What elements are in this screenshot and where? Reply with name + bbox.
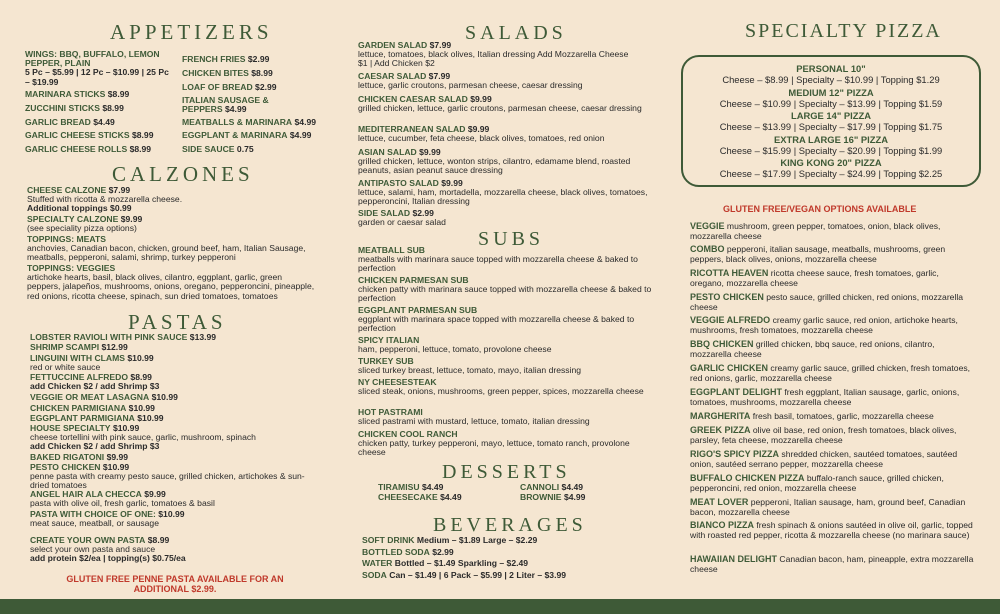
menu-item: ZUCCHINI STICKS $8.99 — [25, 103, 124, 113]
appetizers-title: APPETIZERS — [110, 20, 273, 44]
column-right — [680, 0, 990, 600]
pizza-item: MEAT LOVER pepperoni, Italian sausage, ham, ground beef, Canadian bacon, mozzarella cheese — [690, 497, 966, 517]
menu-item: BAKED RIGATONI $9.99 — [30, 452, 129, 462]
column-left — [0, 0, 340, 600]
menu-item: MEATBALL SUB meatballs with marinara sauce topped with mozzarella cheese & baked to perfection — [358, 245, 638, 274]
gluten-free-vegan-note: GLUTEN FREE/VEGAN OPTIONS AVAILABLE — [723, 204, 917, 214]
menu-item: EGGPLANT PARMESAN SUB eggplant with marinara space topped with mozzarella cheese & baked to perfection — [358, 305, 635, 334]
menu-item: LOBSTER RAVIOLI WITH PINK SAUCE $13.99 — [30, 332, 217, 342]
pizza-item: PESTO CHICKEN pesto sauce, grilled chicken, red onions, mozzarella cheese — [690, 292, 964, 312]
menu-item: ANGEL HAIR ALA CHECCA $9.99 pasta with olive oil, fresh garlic, tomatoes & basil — [30, 489, 215, 509]
menu-item: SHRIMP SCAMPI $12.99 — [30, 342, 128, 352]
gluten-free-pasta-note: GLUTEN FREE PENNE PASTA AVAILABLE FOR AN ADDITIONAL $2.99. — [66, 574, 284, 594]
menu-item: CHEESECAKE $4.49 — [378, 492, 462, 502]
pizza-item: GREEK PIZZA olive oil base, red onion, fresh tomatoes, black olives, parsley, feta cheese, mozzarella cheese — [690, 425, 957, 445]
pizza-item: BBQ CHICKEN grilled chicken, bbq sauce, red onions, cilantro, mozzarella cheese — [690, 339, 935, 359]
menu-item: SIDE SALAD $2.99 garden or caesar salad — [358, 208, 446, 228]
menu-item: CANNOLI $4.49 — [520, 482, 584, 492]
pizza-item: RICOTTA HEAVEN ricotta cheese sauce, fresh tomatoes, garlic, oregano, mozzarella cheese — [690, 268, 939, 288]
menu-item: BROWNIE $4.99 — [520, 492, 586, 502]
size-row: MEDIUM 12" PIZZA Cheese – $10.99 | Specialty – $13.99 | Topping $1.59 — [719, 87, 943, 109]
menu-item: SIDE SAUCE 0.75 — [182, 144, 254, 154]
menu-item: CHICKEN PARMESAN SUB chicken patty with marinara sauce topped with mozzarella cheese & baked to perfection — [358, 275, 652, 304]
menu-item: PASTA WITH CHOICE OF ONE: $10.99 meat sauce, meatball, or sausage — [30, 509, 185, 529]
menu-item: LINGUINI WITH CLAMS $10.99 red or white sauce — [30, 353, 154, 373]
size-row: EXTRA LARGE 16" PIZZA Cheese – $15.99 | Specialty – $20.99 | Topping $1.99 — [719, 134, 943, 156]
menu-item: NY CHEESESTEAK sliced steak, onions, mushrooms, green pepper, spices, mozzarella cheese — [358, 377, 644, 397]
menu-item: GARLIC CHEESE ROLLS $8.99 — [25, 144, 152, 154]
beverages-title: BEVERAGES — [433, 514, 587, 536]
pizza-item: VEGGIE mushroom, green pepper, tomatoes, onion, black olives, mozzarella cheese — [690, 221, 941, 241]
menu-item: FETTUCCINE ALFREDO $8.99 add Chicken $2 / add Shrimp $3 — [30, 372, 160, 392]
menu-item: TOPPINGS: MEATS anchovies, Canadian bacon, chicken, ground beef, ham, Italian Sausage, meatballs, pepperoni, salami, shrimp, turkey pepperoni — [27, 234, 306, 263]
pizza-item: EGGPLANT DELIGHT fresh eggplant, Italian sausage, garlic, onions, tomatoes, mushrooms, mozzarella cheese — [690, 387, 960, 407]
menu-item: EGGPLANT PARMIGIANA $10.99 — [30, 413, 164, 423]
menu-item: MEDITERRANEAN SALAD $9.99 lettuce, cucumber, feta cheese, black olives, tomatoes, red onion — [358, 124, 605, 144]
menu-item: WATER Bottled – $1.49 Sparkling – $2.49 — [362, 558, 529, 568]
desserts-title: DESSERTS — [442, 461, 571, 483]
menu-item: WINGS: BBQ, BUFFALO, LEMON PEPPER, PLAIN 5 Pc – $5.99 | 12 Pc – $10.99 | 25 Pc – $19.99 — [25, 49, 169, 87]
menu-item: ANTIPASTO SALAD $9.99 lettuce, salami, ham, mortadella, mozzarella cheese, black olives, tomatoes, pepperoncini, Italian dressing — [358, 178, 648, 207]
column-middle — [350, 0, 670, 600]
menu-item: SPICY ITALIAN ham, pepperoni, lettuce, tomato, provolone cheese — [358, 335, 552, 355]
pizza-item: BUFFALO CHICKEN PIZZA buffalo-ranch sauce, grilled chicken, pepperoncini, red onion, mozzarella cheese — [690, 473, 944, 493]
menu-item: CHICKEN COOL RANCH chicken patty, turkey pepperoni, mayo, lettuce, tomato ranch, provolone cheese — [358, 429, 630, 458]
pizza-sizes-box — [681, 55, 981, 187]
menu-item: PESTO CHICKEN $10.99 penne pasta with creamy pesto sauce, grilled chicken, artichokes & sun-dried tomatoes — [30, 462, 305, 491]
menu-item: VEGGIE OR MEAT LASAGNA $10.99 — [30, 392, 178, 402]
menu-item: CHICKEN CAESAR SALAD $9.99 grilled chicken, lettuce, garlic croutons, parmesan cheese, caesar dressing — [358, 94, 642, 114]
menu-item: CHICKEN BITES $8.99 — [182, 68, 273, 78]
pizza-item: GARLIC CHICKEN creamy garlic sauce, grilled chicken, fresh tomatoes, red onions, garlic, mozzarella cheese — [690, 363, 971, 383]
menu-item: TOPPINGS: VEGGIES artichoke hearts, basil, black olives, cilantro, eggplant, garlic, green peppers, jalapeños, mushrooms, onions, oregano, pepperoncini, pineapple, red onions, ricotta cheese, spinach, sun dried tomatoes, tomatoes — [27, 263, 315, 301]
menu-item: ITALIAN SAUSAGE & PEPPERS $4.99 — [182, 95, 269, 115]
menu-item: EGGPLANT & MARINARA $4.99 — [182, 130, 312, 140]
menu-item: SPECIALTY CALZONE $9.99 (see speciality pizza options) — [27, 214, 143, 234]
menu-item: GARLIC BREAD $4.49 — [25, 117, 115, 127]
menu-item: FRENCH FRIES $2.99 — [182, 54, 270, 64]
pizza-item: HAWAIIAN DELIGHT Canadian bacon, ham, pineapple, extra mozzarella cheese — [690, 554, 974, 574]
footer-bar — [0, 599, 1000, 614]
size-row: PERSONAL 10" Cheese – $8.99 | Specialty – $10.99 | Topping $1.29 — [722, 63, 940, 85]
size-row: LARGE 14" PIZZA Cheese – $13.99 | Specialty – $17.99 | Topping $1.75 — [719, 110, 943, 132]
menu-item: CHICKEN PARMIGIANA $10.99 — [30, 403, 155, 413]
menu-item: TIRAMISU $4.49 — [378, 482, 444, 492]
menu-item: LOAF OF BREAD $2.99 — [182, 82, 277, 92]
menu-item: HOT PASTRAMI sliced pastrami with mustard, lettuce, tomato, italian dressing — [358, 407, 590, 427]
menu-item: CREATE YOUR OWN PASTA $8.99 select your own pasta and sauce add protein $2/ea | topping(s) $0.75/ea — [30, 535, 186, 564]
menu-item: TURKEY SUB sliced turkey breast, lettuce, tomato, mayo, italian dressing — [358, 356, 582, 376]
pizza-item: COMBO pepperoni, italian sausage, meatballs, mushrooms, green peppers, black olives, onions, mozzarella cheese — [690, 244, 946, 264]
menu-item: SOFT DRINK Medium – $1.89 Large – $2.29 — [362, 535, 538, 545]
menu-item: MEATBALLS & MARINARA $4.99 — [182, 117, 317, 127]
menu-item: HOUSE SPECIALTY $10.99 cheese tortellini with pink sauce, garlic, mushroom, spinach add Chicken $2 / add Shrimp $3 — [30, 423, 256, 452]
pizza-item: VEGGIE ALFREDO creamy garlic sauce, red onion, artichoke hearts, mushrooms, fresh tomatoes, mozzarella cheese — [690, 315, 958, 335]
menu-item: GARDEN SALAD $7.99 lettuce, tomatoes, black olives, Italian dressing Add Mozzarella Cheese $1 | Add Chicken $2 — [358, 40, 629, 69]
pizza-item: BIANCO PIZZA fresh spinach & onions sautéed in olive oil, garlic, topped with roasted red pepper, ricotta & mozzarella cheese (no marinara sauce) — [690, 520, 973, 540]
specialty-pizza-title: SPECIALTY PIZZA — [745, 20, 942, 42]
menu-item: CHEESE CALZONE $7.99 Stuffed with ricotta & mozzarella cheese. Additional toppings $0.99 — [27, 185, 183, 214]
menu-item: ASIAN SALAD $9.99 grilled chicken, lettuce, wonton strips, cilantro, edamame blend, roasted peanuts, asian peanut sauce dressing — [358, 147, 631, 176]
size-row: KING KONG 20" PIZZA Cheese – $17.99 | Specialty – $24.99 | Topping $2.25 — [719, 157, 943, 179]
pizza-item: MARGHERITA fresh basil, tomatoes, garlic, mozzarella cheese — [690, 411, 934, 421]
calzones-title: CALZONES — [112, 162, 254, 186]
pastas-title: PASTAS — [128, 310, 227, 334]
pizza-item: RIGO'S SPICY PIZZA shredded chicken, sautéed tomatoes, sautéed onion, sautéed serrano pepper, mozzarella cheese — [690, 449, 958, 469]
menu-item: MARINARA STICKS $8.99 — [25, 89, 130, 99]
menu-item: GARLIC CHEESE STICKS $8.99 — [25, 130, 154, 140]
menu-item: BOTTLED SODA $2.99 — [362, 547, 454, 557]
subs-title: SUBS — [478, 228, 545, 250]
salads-title: SALADS — [465, 22, 567, 44]
menu-item: CAESAR SALAD $7.99 lettuce, garlic croutons, parmesan cheese, caesar dressing — [358, 71, 583, 91]
menu-item: SODA Can – $1.49 | 6 Pack – $5.99 | 2 Liter – $3.99 — [362, 570, 567, 580]
